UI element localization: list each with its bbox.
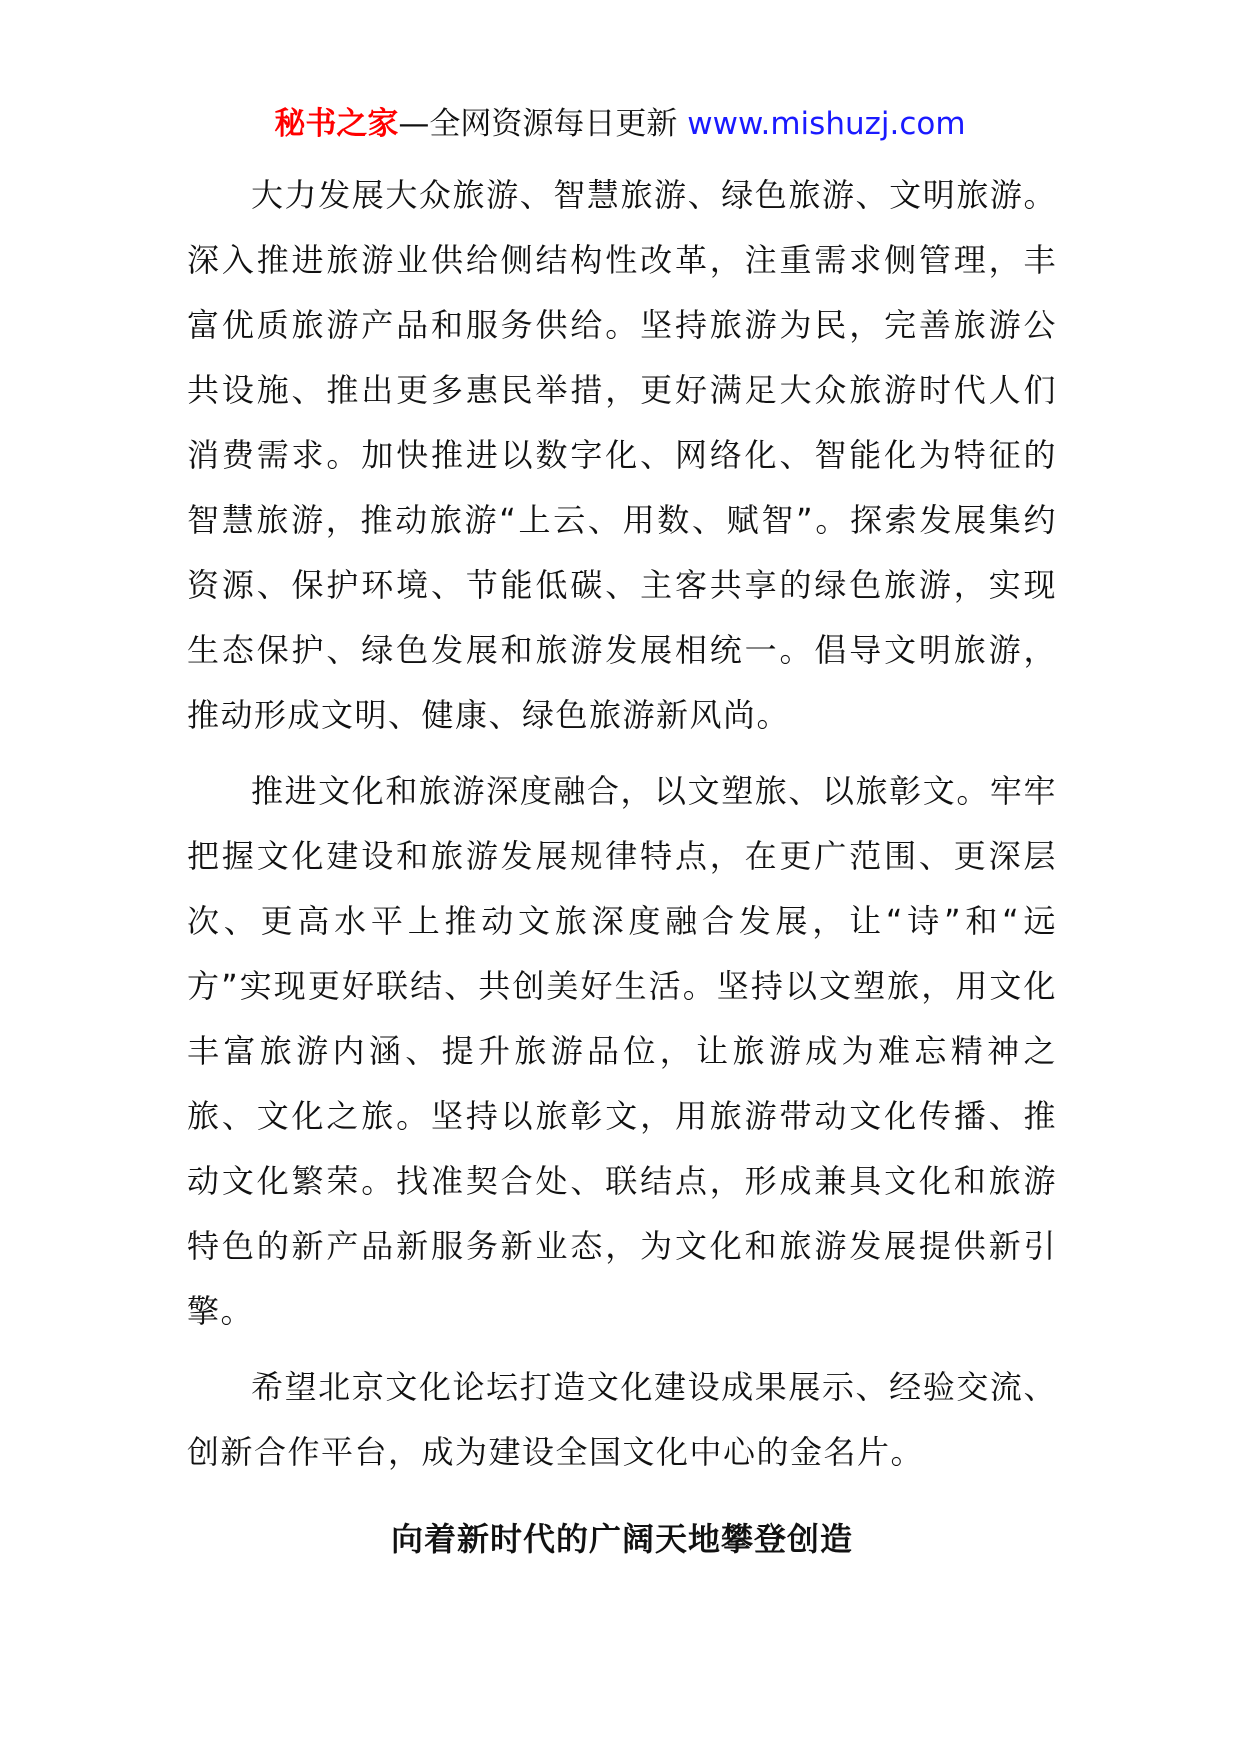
paragraph-tourism-development: 大力发展大众旅游、智慧旅游、绿色旅游、文明旅游。深入推进旅游业供给侧结构性改革，注重需求侧管理，丰富优质旅游产品和服务供给。坚持旅游为民，完善旅游公共设施、推出更多惠民举措，更好满足大众旅游时代人们消费需求。加快推进以数字化、网络化、智能化为特征的智慧旅游，推动旅游“上云、用数、赋智”。探索发展集约资源、保护环境、节能低碳、主客共享的绿色旅游，实现生态保护、绿色发展和旅游发展相统一。倡导文明旅游，推动形成文明、健康、绿色旅游新风尚。	[187, 176, 1057, 734]
site-tagline: —全网资源每日更新	[398, 106, 688, 142]
paragraph-culture-tourism-integration: 推进文化和旅游深度融合，以文塑旅、以旅彰文。牢牢把握文化建设和旅游发展规律特点，在更广范围、更深层次、更高水平上推动文旅深度融合发展，让“诗”和“远方”实现更好联结、共创美好生活。坚持以文塑旅，用文化丰富旅游内涵、提升旅游品位，让旅游成为难忘精神之旅、文化之旅。坚持以旅彰文，用旅游带动文化传播、推动文化繁荣。找准契合处、联结点，形成兼具文化和旅游特色的新产品新服务新业态，为文化和旅游发展提供新引擎。	[187, 772, 1057, 1330]
document-body	[187, 163, 1057, 1572]
page-header	[0, 100, 1240, 148]
site-url-link[interactable]: www.mishuzj.com	[687, 106, 966, 142]
section-heading: 向着新时代的广阔天地攀登创造	[390, 1520, 853, 1558]
site-brand: 秘书之家	[274, 106, 399, 142]
paragraph-beijing-culture-forum: 希望北京文化论坛打造文化建设成果展示、经验交流、创新合作平台，成为建设全国文化中心的金名片。	[187, 1368, 1057, 1471]
